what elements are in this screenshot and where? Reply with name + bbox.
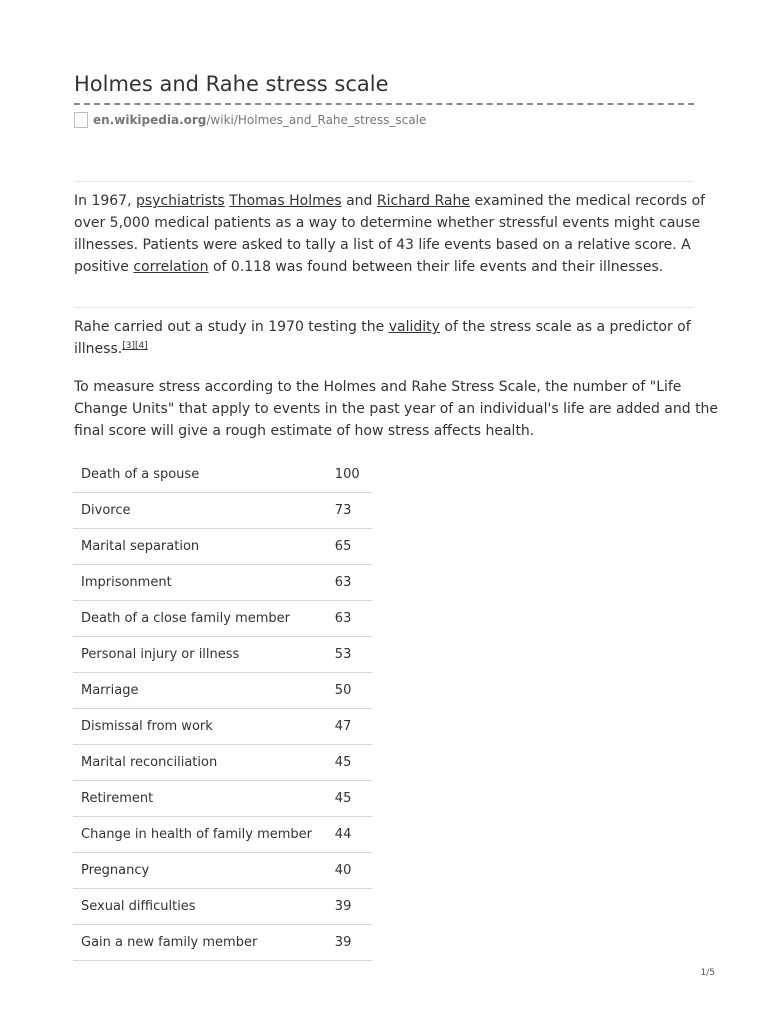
title-divider [74, 103, 694, 105]
table-row [73, 673, 372, 709]
score-cell: 44 [335, 817, 372, 853]
link-thomas-holmes[interactable]: Thomas Holmes [229, 193, 342, 209]
link-psychiatrists[interactable]: psychiatrists [135, 193, 225, 209]
text-span: Rahe carried out a study in 1970 testing the [74, 319, 389, 335]
text-line: illnesses. Patients were asked to tally a list of 43 life events based on a relative score. A [74, 237, 691, 253]
table-row [73, 493, 372, 529]
favicon-icon [74, 112, 88, 128]
score-cell: 45 [335, 781, 372, 817]
event-cell: Death of a spouse [73, 457, 335, 493]
url-domain: en.wikipedia.org [93, 113, 207, 127]
text-span: positive [74, 259, 134, 275]
event-cell: Retirement [73, 781, 335, 817]
event-cell: Gain a new family member [73, 925, 335, 961]
score-cell: 40 [335, 853, 372, 889]
text-line: over 5,000 medical patients as a way to determine whether stressful events might cause [74, 215, 701, 231]
score-cell: 73 [335, 493, 372, 529]
event-cell: Imprisonment [73, 565, 335, 601]
table-row [73, 889, 372, 925]
table-row [73, 457, 372, 493]
event-cell: Marital reconciliation [73, 745, 335, 781]
score-cell: 39 [335, 889, 372, 925]
text-span: and [341, 193, 377, 209]
score-cell: 63 [335, 565, 372, 601]
text-span: of 0.118 was found between their life events and their illnesses. [208, 259, 664, 275]
table-row [73, 745, 372, 781]
table-row [73, 637, 372, 673]
score-cell: 50 [335, 673, 372, 709]
text-span: of the stress scale as a predictor of [439, 319, 691, 335]
event-cell: Marital separation [73, 529, 335, 565]
intro-paragraph [74, 190, 706, 278]
event-cell: Marriage [73, 673, 335, 709]
validity-paragraph [74, 316, 694, 360]
page-title: Holmes and Rahe stress scale [74, 72, 389, 96]
score-cell: 39 [335, 925, 372, 961]
score-cell: 47 [335, 709, 372, 745]
link-correlation[interactable]: correlation [133, 259, 209, 275]
measurement-paragraph [74, 376, 719, 442]
score-cell: 45 [335, 745, 372, 781]
event-cell: Sexual difficulties [73, 889, 335, 925]
table-row [73, 853, 372, 889]
reference-link[interactable]: [3][4] [122, 341, 148, 351]
source-url[interactable] [74, 111, 426, 129]
table-row [73, 781, 372, 817]
text-span: illness. [74, 341, 123, 357]
event-cell: Death of a close family member [73, 601, 335, 637]
section-divider [74, 181, 694, 182]
text-line: To measure stress according to the Holmes and Rahe Stress Scale, the number of "Life [74, 379, 682, 395]
section-divider [74, 307, 694, 308]
link-richard-rahe[interactable]: Richard Rahe [376, 193, 470, 209]
table-row [73, 529, 372, 565]
score-cell: 65 [335, 529, 372, 565]
table-row [73, 565, 372, 601]
event-cell: Personal injury or illness [73, 637, 335, 673]
stress-scale-table [73, 457, 372, 961]
score-cell: 53 [335, 637, 372, 673]
text-span: examined the medical records of [470, 193, 706, 209]
table-row [73, 709, 372, 745]
text-line: final score will give a rough estimate of how stress affects health. [74, 423, 535, 439]
url-path: /wiki/Holmes_and_Rahe_stress_scale [206, 113, 427, 127]
table-row [73, 925, 372, 961]
event-cell: Pregnancy [73, 853, 335, 889]
table-row [73, 601, 372, 637]
page-number: 1/5 [700, 968, 715, 978]
text-line: Change Units" that apply to events in the past year of an individual's life are added and the [74, 401, 719, 417]
score-cell: 63 [335, 601, 372, 637]
table-row [73, 817, 372, 853]
score-cell: 100 [335, 457, 372, 493]
event-cell: Dismissal from work [73, 709, 335, 745]
event-cell: Change in health of family member [73, 817, 335, 853]
link-validity[interactable]: validity [388, 319, 440, 335]
event-cell: Divorce [73, 493, 335, 529]
text-span: In 1967, [74, 193, 136, 209]
